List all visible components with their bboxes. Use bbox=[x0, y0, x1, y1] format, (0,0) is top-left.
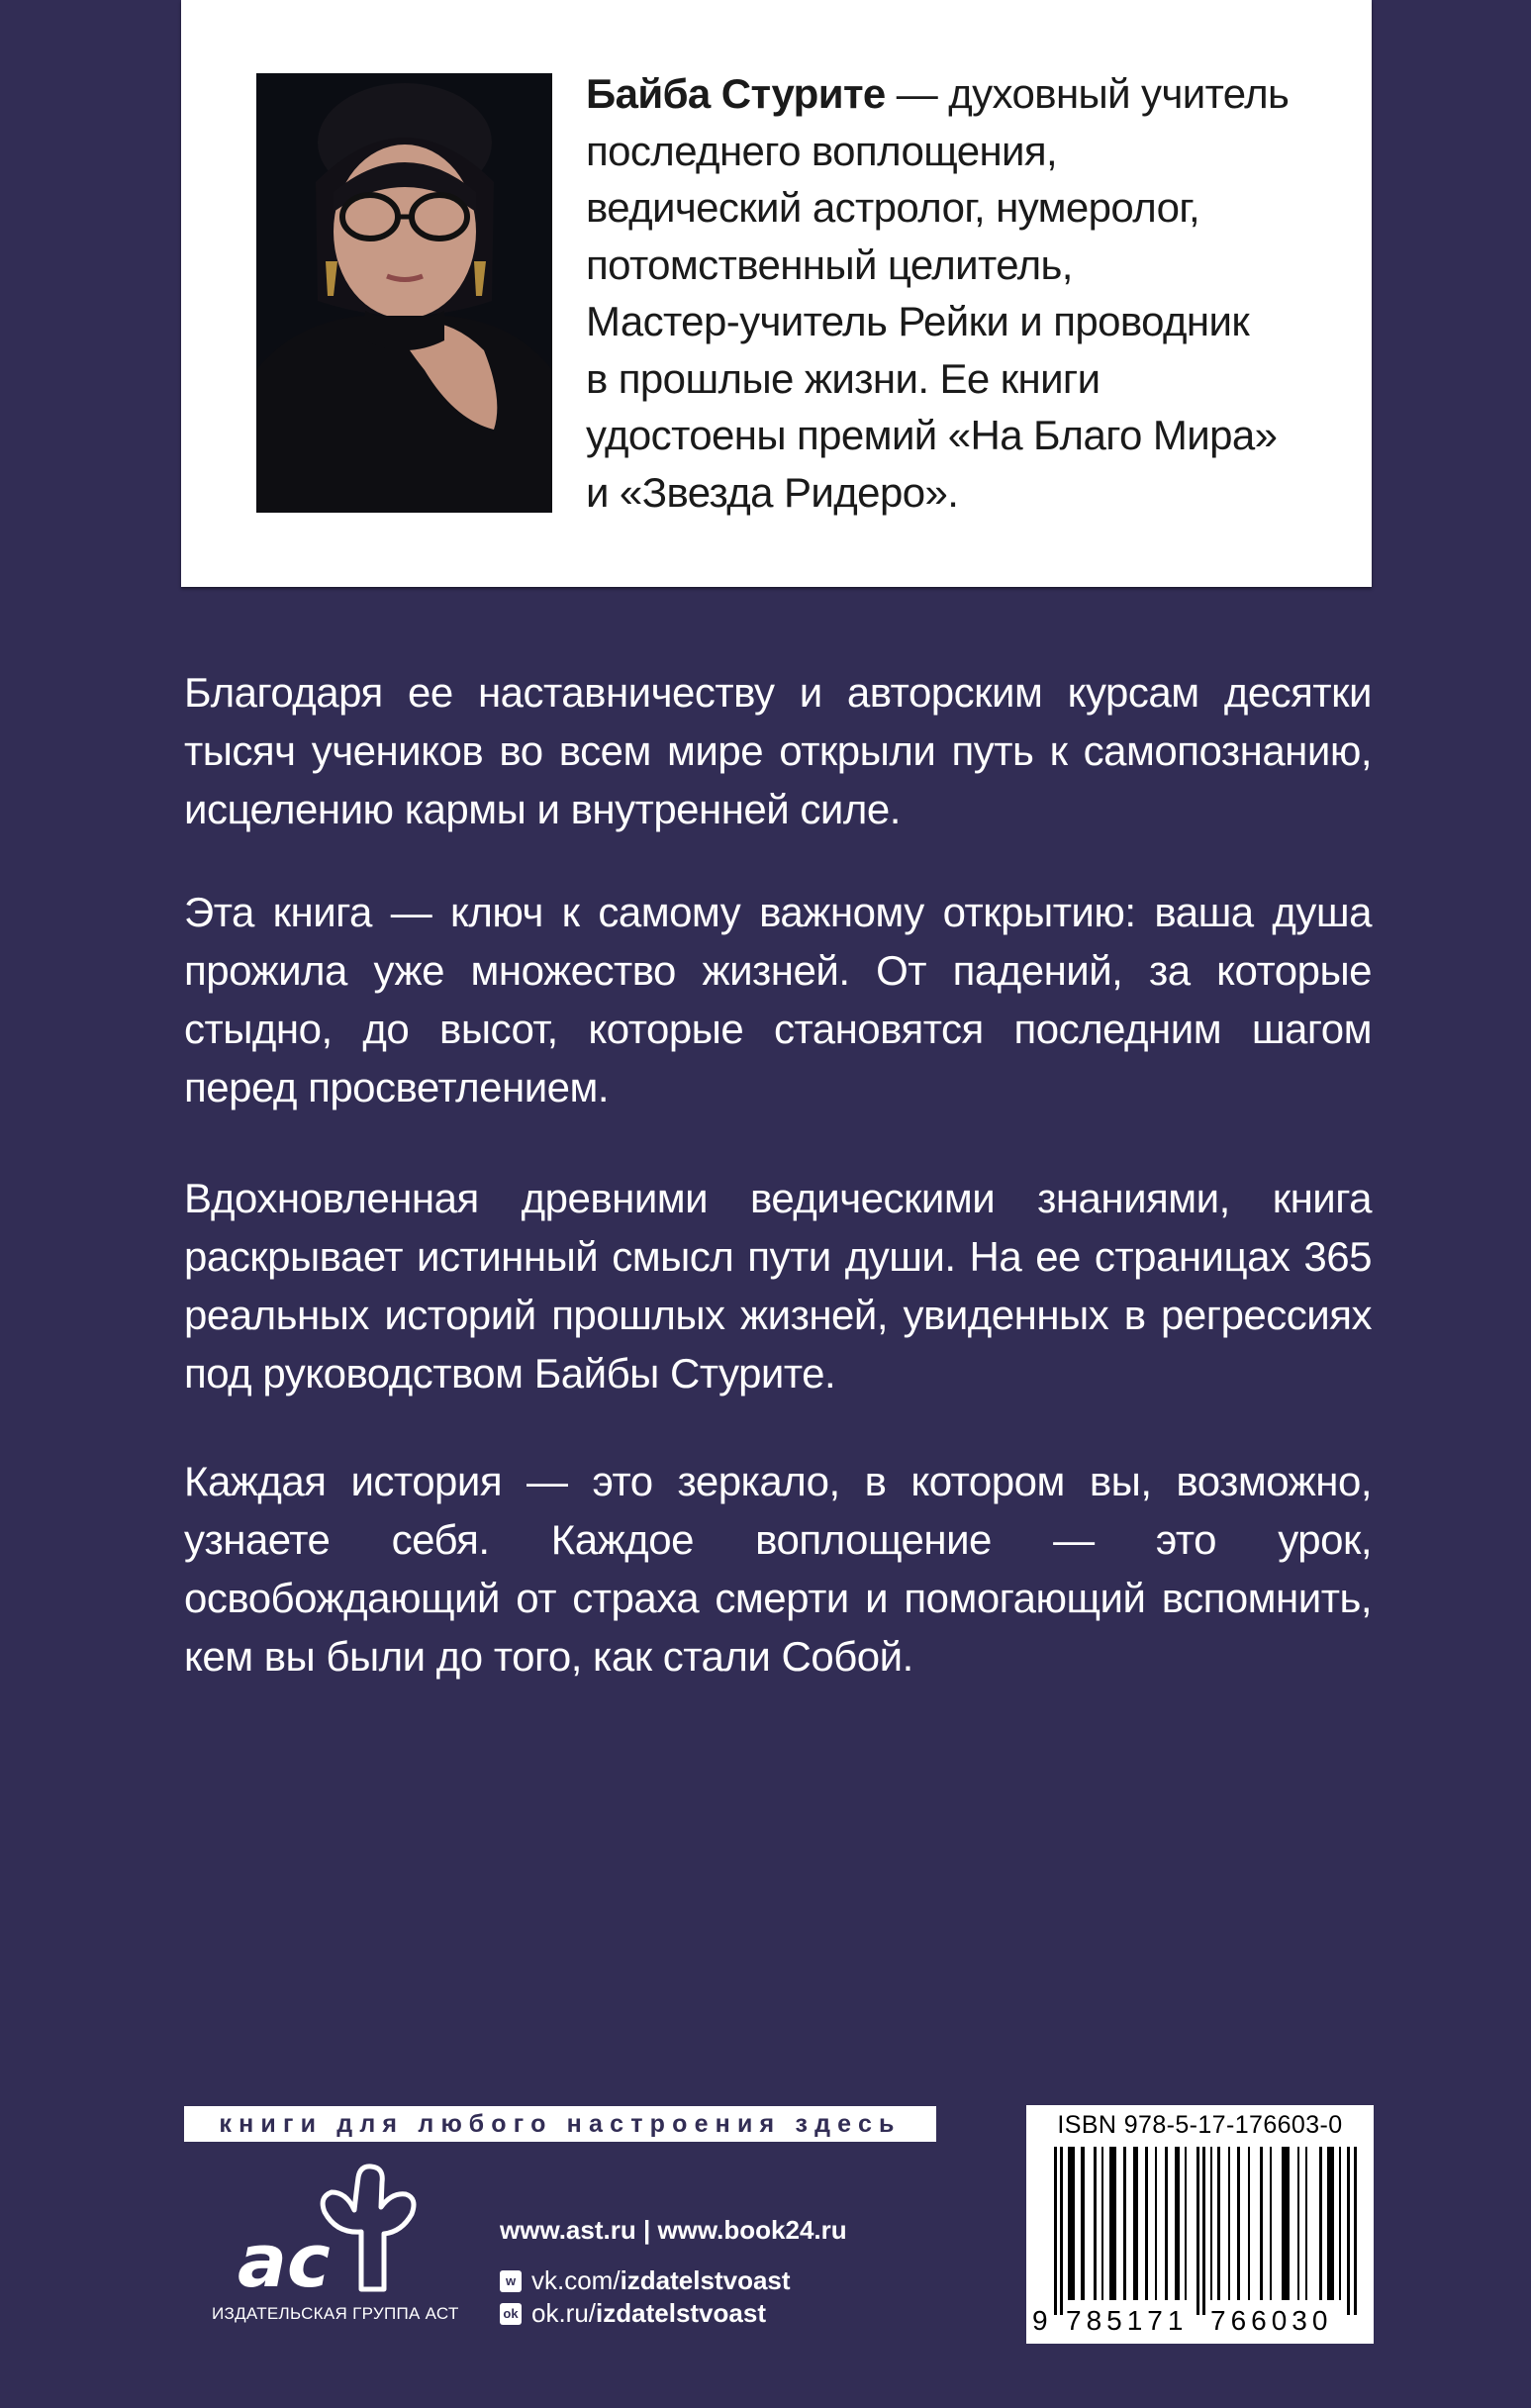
svg-text:9: 9 bbox=[1032, 2305, 1048, 2335]
svg-text:785171: 785171 bbox=[1066, 2305, 1189, 2335]
svg-text:ac: ac bbox=[238, 2219, 331, 2301]
social-link-vk[interactable]: w vk.com/ izdatelstvoast bbox=[500, 2265, 847, 2296]
description-paragraph-3: Вдохновленная древними ведическими знаниями, книга раскрывает истинный смысл пути души. На ее страницах 365 реальных историй прошлых жизней, увиденных в регрессиях под руководством Байбы Стурите. bbox=[184, 1175, 1372, 1397]
svg-text:766030: 766030 bbox=[1210, 2305, 1333, 2335]
isbn-label: ISBN 978-5-17-176603-0 bbox=[1057, 2111, 1343, 2139]
social-link-ok[interactable]: ok ok.ru/ izdatelstvoast bbox=[500, 2298, 847, 2329]
publisher-caption: ИЗДАТЕЛЬСКАЯ ГРУППА АСТ bbox=[212, 2304, 459, 2323]
vk-icon: w bbox=[500, 2270, 522, 2292]
slogan-banner: книги для любого настроения здесь bbox=[184, 2106, 936, 2142]
author-bio-card bbox=[181, 0, 1372, 587]
description-paragraph-4: Каждая история — это зеркало, в котором вы, возможно, узнаете себя. Каждое воплощение — это урок, освобождающий от страха смерти и помогающий вспомнить, кем вы были до того, как стали Собой. bbox=[184, 1458, 1372, 1680]
website-links[interactable]: www.ast.ru | www.book24.ru bbox=[500, 2215, 847, 2245]
author-name: Байба Стурите bbox=[586, 70, 886, 117]
ok-icon: ok bbox=[500, 2303, 522, 2325]
description-paragraph-1: Благодаря ее наставничеству и авторским курсам десятки тысяч учеников во всем мире открыли путь к самопознанию, исцелению кармы и внутренней силе. bbox=[184, 669, 1372, 832]
isbn-barcode-box bbox=[1026, 2105, 1374, 2344]
ast-logo-icon bbox=[228, 2163, 426, 2301]
author-bio: Байба Стурите — духовный учитель последнего воплощения, ведический астролог, нумеролог, потомственный целитель, Мастер-учитель Рейки и проводник в прошлые жизни. Ее книги удостоены премий «На Благо Мира» и «Звезда Ридеро». bbox=[586, 70, 1290, 516]
author-portrait-image bbox=[256, 73, 552, 513]
author-photo bbox=[256, 73, 552, 513]
publisher-links bbox=[500, 2215, 847, 2329]
barcode-icon bbox=[1026, 2147, 1374, 2335]
description-paragraph-2: Эта книга — ключ к самому важному открытию: ваша душа прожила уже множество жизней. От падений, за которые стыдно, до высот, которые становятся последним шагом перед просветлением. bbox=[184, 889, 1372, 1110]
